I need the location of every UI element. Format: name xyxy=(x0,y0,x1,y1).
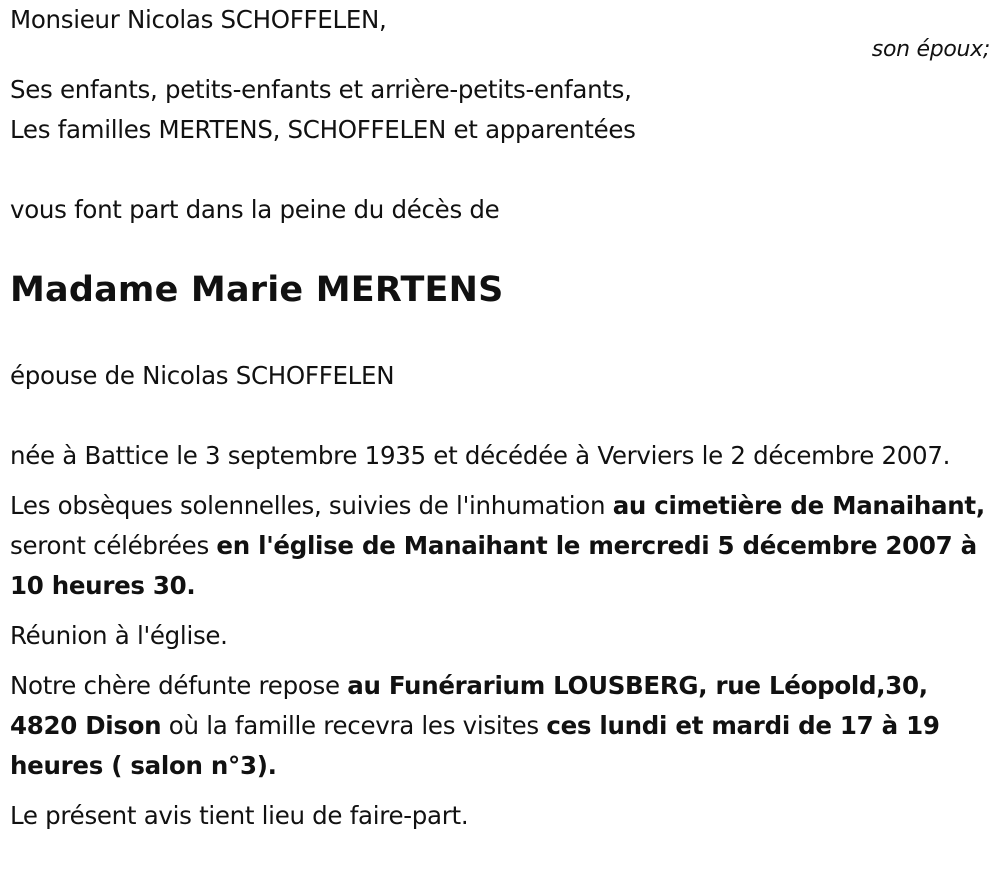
visitation-text-1: Notre chère défunte repose xyxy=(10,671,348,700)
spouse-line: épouse de Nicolas SCHOFFELEN xyxy=(10,361,395,390)
spouse-relation: son époux; xyxy=(871,37,990,62)
announcement-line: vous font part dans la peine du décès de xyxy=(10,195,500,224)
life-dates: née à Battice le 3 septembre 1935 et décédée à Verviers le 2 décembre 2007. xyxy=(10,441,951,470)
funeral-details xyxy=(10,486,985,606)
closing-line: Le présent avis tient lieu de faire-part. xyxy=(10,801,469,830)
children-line: Ses enfants, petits-enfants et arrière-petits-enfants, xyxy=(10,75,632,104)
obituary-text xyxy=(10,0,985,836)
visitation-details xyxy=(10,666,985,786)
families-line: Les familles MERTENS, SCHOFFELEN et apparentées xyxy=(10,115,636,144)
funeral-text-1: Les obsèques solennelles, suivies de l'inhumation xyxy=(10,491,613,520)
visitation-hours: ces lundi et mardi de 17 à 19 heures ( salon n°3). xyxy=(10,711,940,780)
funeral-text-2: seront célébrées xyxy=(10,531,217,560)
funeral-church-time: en l'église de Manaihant le mercredi 5 décembre 2007 à 10 heures 30. xyxy=(10,531,977,600)
funeral-cemetery: au cimetière de Manaihant, xyxy=(612,491,985,520)
visitation-text-2: où la famille recevra les visites xyxy=(161,711,547,740)
husband-line: Monsieur Nicolas SCHOFFELEN, xyxy=(10,5,387,34)
deceased-name: Madame Marie MERTENS xyxy=(10,270,504,310)
meeting-line: Réunion à l'église. xyxy=(10,621,228,650)
visitation-place: au Funérarium LOUSBERG, rue Léopold,30, 4820 Dison xyxy=(10,671,928,740)
